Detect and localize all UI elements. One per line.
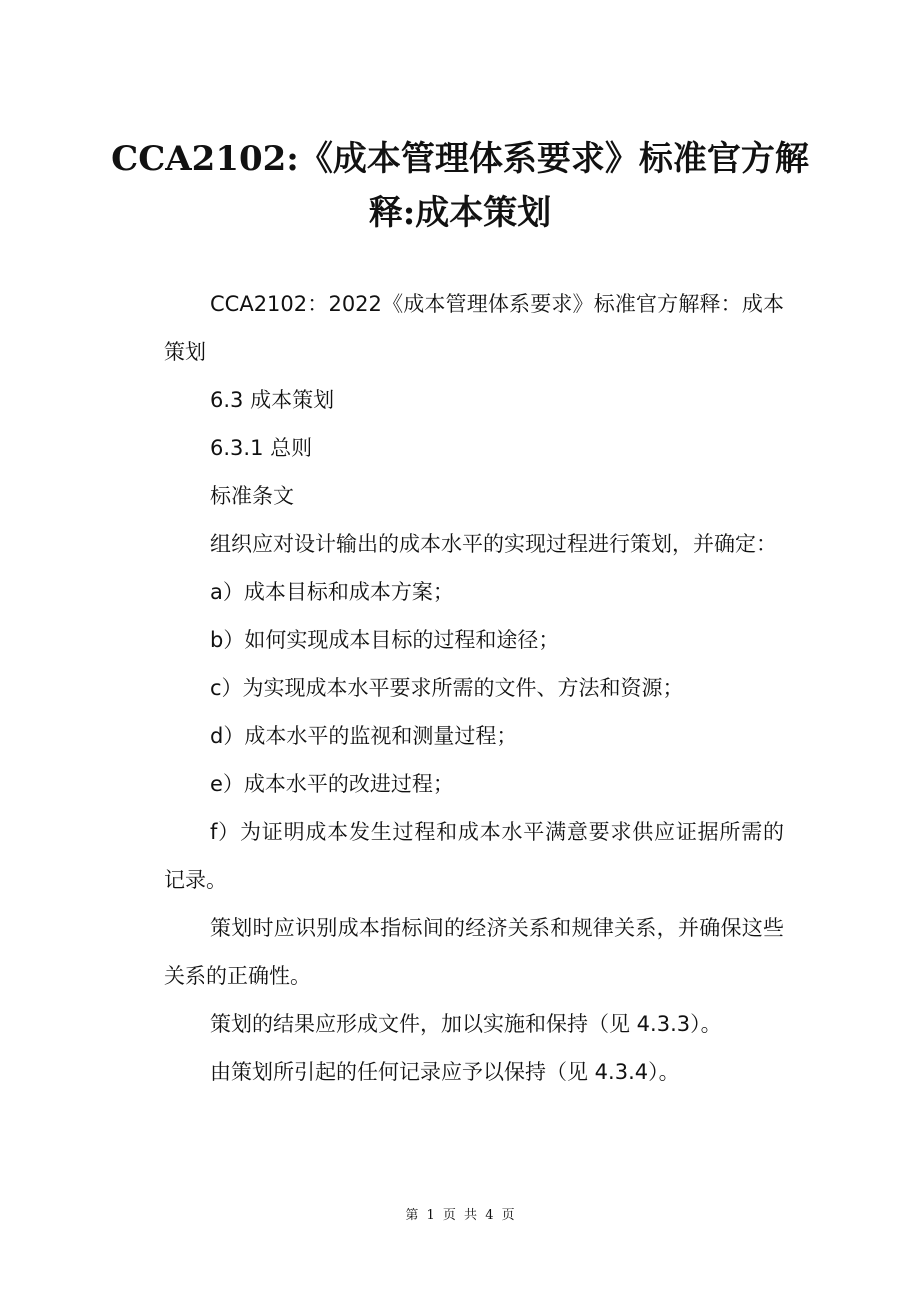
page-footer: 第 1 页 共 4 页 — [405, 1208, 515, 1223]
list-item-a: a）成本目标和成本方案； — [210, 580, 454, 604]
standard-clause-label: 标准条文 — [210, 484, 294, 508]
clause-paragraph: 组织应对设计输出的成本水平的实现过程进行策划，并确定： — [210, 532, 777, 556]
list-item-f: f）为证明成本发生过程和成本水平满意要求供应证据所需的记录。 — [164, 820, 784, 892]
list-item-e: e）成本水平的改进过程； — [210, 772, 454, 796]
document-body — [164, 280, 784, 1096]
records-paragraph: 由策划所引起的任何记录应予以保持（见 4.3.4）。 — [210, 1060, 680, 1084]
list-item-d: d）成本水平的监视和测量过程； — [210, 724, 518, 748]
document-title: CCA2102:《成本管理体系要求》标准官方解释:成本策划 — [111, 139, 809, 233]
intro-paragraph: CCA2102：2022《成本管理体系要求》标准官方解释：成本策划 — [164, 292, 784, 364]
section-heading: 6.3 成本策划 — [210, 388, 335, 412]
planning-paragraph: 策划时应识别成本指标间的经济关系和规律关系，并确保这些关系的正确性。 — [164, 916, 784, 988]
list-item-c: c）为实现成本水平要求所需的文件、方法和资源； — [210, 676, 684, 700]
documentation-paragraph: 策划的结果应形成文件，加以实施和保持（见 4.3.3）。 — [210, 1012, 722, 1036]
list-item-b: b）如何实现成本目标的过程和途径； — [210, 628, 560, 652]
subsection-heading: 6.3.1 总则 — [210, 436, 313, 460]
